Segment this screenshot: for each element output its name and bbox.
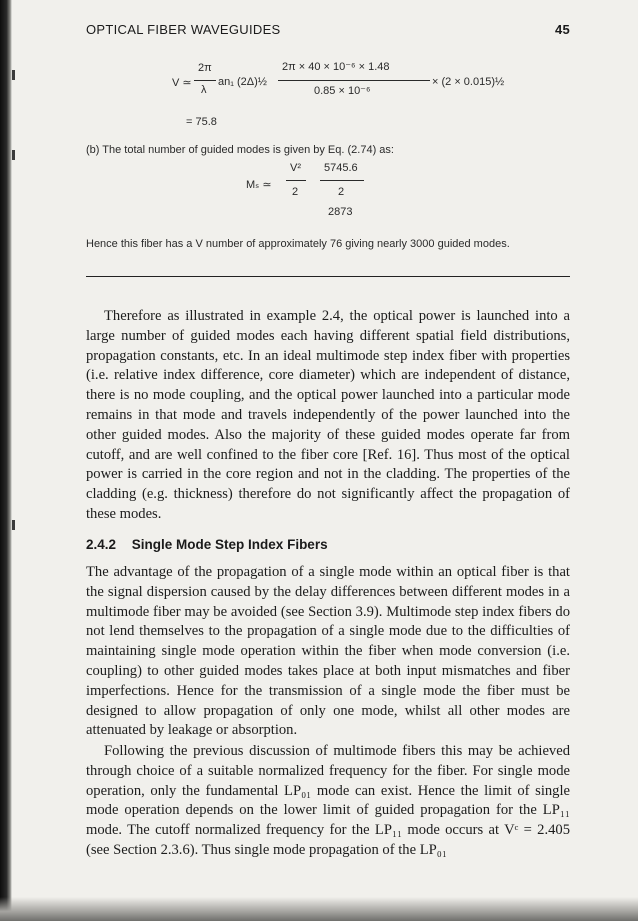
part-b-text: (b) The total number of guided modes is given by Eq. (2.74) as:	[86, 144, 394, 156]
ms-frac1-denominator: 2	[292, 186, 299, 198]
ms-frac2-denominator: 2	[338, 186, 345, 198]
v-frac1-trailer: an₁ (2Δ)½	[218, 76, 267, 88]
margin-mark	[12, 520, 15, 530]
body-paragraph	[86, 307, 570, 525]
example-conclusion: Hence this fiber has a V number of approximately 76 giving nearly 3000 guided modes.	[86, 238, 510, 250]
paragraph-text: Therefore as illustrated in example 2.4, the optical power is launched into a large number of guided modes each having different spatial field distributions, propagation constants, etc. In an ideal multimode step index fiber with properties (i.e. relative index difference, core diameter) which are independent of distance, there is no mode coupling, and the optical power launched into a particular mode remains in that mode and travels independently of the power launched into the other guided modes. Also the majority of these guided modes operate far from cutoff, and are well confined to the fiber core [Ref. 16]. Thus most of the optical power is carried in the core region and not in the cladding. The properties of the cladding (e.g. thickness) therefore do not significantly affect the propagation of these modes.	[86, 308, 570, 522]
v-frac2-trailer: × (2 × 0.015)½	[432, 76, 505, 88]
example-end-rule	[86, 276, 570, 277]
scan-bottom-edge	[0, 897, 638, 921]
v-frac1-numerator: 2π	[198, 62, 212, 74]
v-frac2-numerator: 2π × 40 × 10⁻⁶ × 1.48	[282, 61, 390, 73]
v-lhs: V ≃	[172, 77, 192, 89]
body-paragraph	[86, 563, 570, 741]
body-paragraph	[86, 742, 570, 861]
fraction-bar	[320, 180, 364, 181]
fraction-bar	[278, 80, 430, 81]
v-frac2-denominator: 0.85 × 10⁻⁶	[314, 85, 371, 97]
fraction-bar	[194, 80, 216, 81]
section-number: 2.4.2	[86, 537, 117, 552]
worked-example	[86, 58, 570, 278]
margin-mark	[12, 150, 15, 160]
ms-result: 2873	[328, 206, 353, 218]
ms-frac1-numerator: V²	[290, 162, 301, 174]
book-spine-shadow	[0, 0, 12, 921]
section-heading	[86, 537, 328, 552]
ms-lhs: Mₛ ≃	[246, 179, 272, 191]
page-number: 45	[554, 22, 570, 37]
margin-mark	[12, 70, 15, 80]
section-title: Single Mode Step Index Fibers	[131, 537, 328, 552]
running-title: OPTICAL FIBER WAVEGUIDES	[86, 22, 281, 37]
ms-frac2-numerator: 5745.6	[324, 162, 358, 174]
fraction-bar	[286, 180, 306, 181]
v-frac1-denominator: λ	[201, 84, 207, 96]
v-result: = 75.8	[186, 116, 217, 128]
paragraph-text: The advantage of the propagation of a single mode within an optical fiber is that the signal dispersion caused by the delay differences between different modes in a multimode fiber may be avoided (see Section 3.9). Multimode step index fibers do not lend themselves to the propagation of a single mode due to the difficulties of maintaining single mode operation within the fiber when mode conversion (i.e. coupling) to other guided modes takes place at both input mismatches and fiber imperfections. Hence for the transmission of a single mode the fiber must be designed to allow propagation of only one mode, whilst all other modes are attenuated by leakage or absorption.	[86, 564, 570, 739]
paragraph-text: Following the previous discussion of multimode fibers this may be achieved through choice of a suitable normalized frequency for the fiber. For single mode operation, only the fundamental LP₀₁ mode can exist. Hence the limit of single mode operation depends on the lower limit of guided propagation for the LP₁₁ mode. The cutoff normalized frequency for the LP₁₁ mode occurs at Vᶜ = 2.405 (see Section 2.3.6). Thus single mode propagation of the LP₀₁	[86, 743, 570, 858]
running-header	[86, 22, 570, 42]
